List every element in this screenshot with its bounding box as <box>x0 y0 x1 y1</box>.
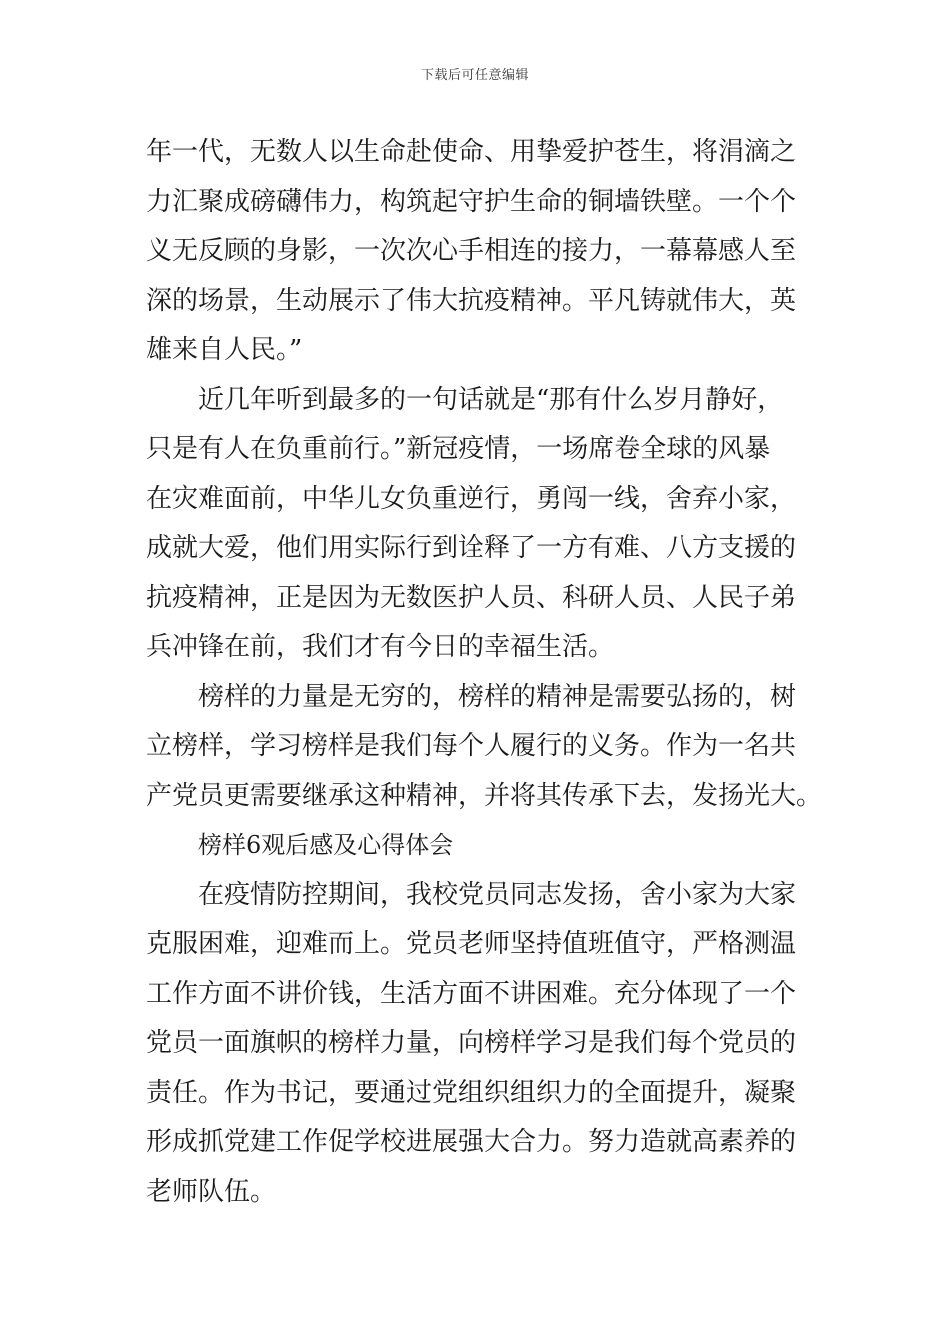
text-line: 克服困难，迎难而上。党员老师坚持值班值守，严格测温 <box>146 929 797 959</box>
text-line: 成就大爱，他们用实际行到诠释了一方有难、八方支援的 <box>146 533 797 563</box>
text-line: 深的场景，生动展示了伟大抗疫精神。平凡铸就伟大，英 <box>146 285 797 316</box>
text-line: 责任。作为书记，要通过党组织组织力的全面提升，凝聚 <box>146 1077 797 1108</box>
text-line: 形成抓党建工作促学校进展强大合力。努力造就高素养的 <box>146 1127 797 1157</box>
paragraph-start-line: 在疫情防控期间，我校党员同志发扬，舍小家为大家 <box>198 879 797 910</box>
text-line: 兵冲锋在前，我们才有今日的幸福生活。 <box>146 632 615 662</box>
text-line: 只是有人在负重前行。”新冠疫情，一场席卷全球的风暴 <box>146 434 771 464</box>
text-line: 力汇聚成磅礴伟力，构筑起守护生命的铜墙铁壁。一个个 <box>146 186 797 217</box>
text-line: 雄来自人民。” <box>146 335 303 365</box>
text-line: 义无反顾的身影，一次次心手相连的接力，一幕幕感人至 <box>146 236 797 266</box>
body-text <box>146 128 823 1217</box>
text-line: 年一代，无数人以生命赴使命、用挚爱护苍生，将涓滴之 <box>146 137 797 167</box>
text-line: 工作方面不讲价钱，生活方面不讲困难。充分体现了一个 <box>146 978 797 1009</box>
paragraph-start-line: 近几年听到最多的一句话就是“那有什么岁月静好， <box>198 384 784 415</box>
header-note: 下载后可任意编辑 <box>420 68 529 83</box>
section-heading: 榜样6观后感及心得体会 <box>198 831 454 859</box>
text-line: 党员一面旗帜的榜样力量，向榜样学习是我们每个党员的 <box>146 1028 797 1058</box>
text-line: 老师队伍。 <box>146 1176 277 1207</box>
text-line: 产党员更需要继承这种精神，并将其传承下去，发扬光大。 <box>146 780 823 811</box>
text-line: 立榜样，学习榜样是我们每个人履行的义务。作为一名共 <box>146 731 797 761</box>
paragraph-start-line: 榜样的力量是无穷的，榜样的精神是需要弘扬的，树 <box>198 681 797 712</box>
text-line: 在灾难面前，中华儿女负重逆行，勇闯一线，舍弃小家， <box>146 483 797 514</box>
text-line: 抗疫精神，正是因为无数医护人员、科研人员、人民子弟 <box>146 582 797 613</box>
